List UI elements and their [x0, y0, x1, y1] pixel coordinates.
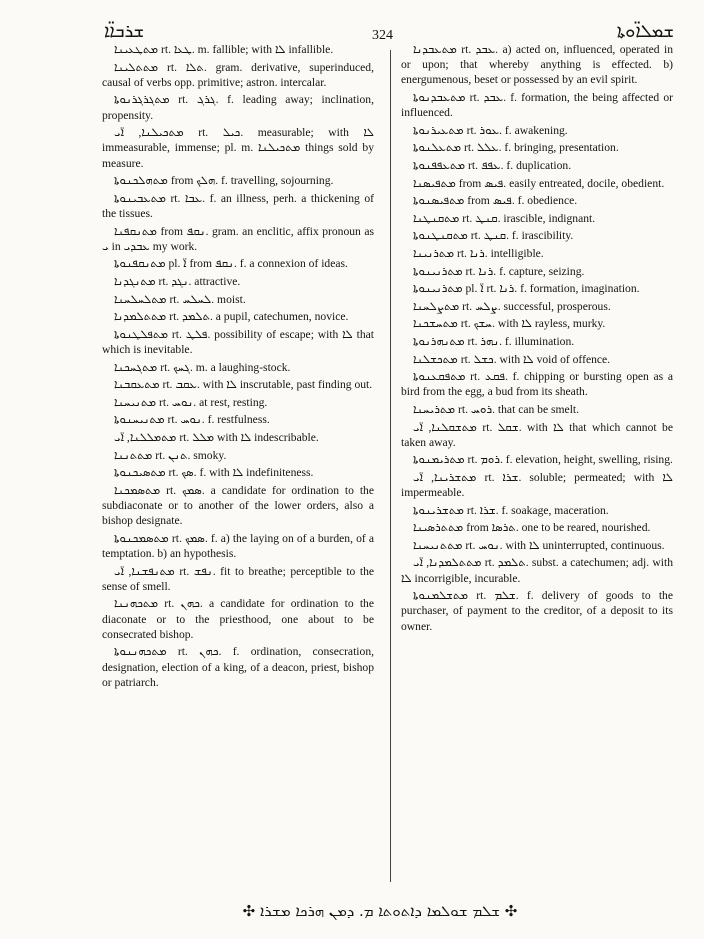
dictionary-entry: ܡܬܦܠܛܢܘܬܐ rt. ܦܠܛ. possibility of escape; with ܠܐ that which is inevitable. — [102, 327, 375, 356]
dictionary-entry: ܡܬܪܢܝܢܐ rt. ܪܢܐ. intelligible. — [413, 246, 544, 260]
dictionary-entry: ܡܬܢܩܦܢܐ from ܢܩܦ. gram. an enclitic, affix pronoun as ܝ in ܥܒܕܝ my work. — [102, 224, 374, 253]
dictionary-entry: ܡܬܣܡܟܢܘܬܐ rt. ܣܡܟ. f. a) the laying on of a burden, of a temptation. b) an hypothesis. — [102, 531, 374, 560]
dictionary-entry: ܡܬܛܥܝܢܐ rt. ܛܥܐ. m. fallible; with ܠܐ infallible. — [114, 43, 334, 56]
dictionary-entry: ܡܬܫܩܠܢܐ, ܐ̈ܝ rt. ܫܩܠ. with ܠܐ that which cannot be taken away. — [401, 420, 673, 449]
dictionary-entry: ܡܬܢܓܕܢܐ rt. ܢܓܕ. attractive. — [114, 274, 241, 288]
dictionary-entry: ܡܬܦܩܥܢܘܬܐ rt. ܦܩܥ. f. chipping or bursting open as a bird from the egg, a bud from its sheath. — [401, 370, 673, 399]
column-divider — [390, 50, 391, 882]
dictionary-entry: ܡܬܬܢܝܚܢܐ rt. ܢܘܚ. with ܠܐ uninterrupted, continuous. — [413, 538, 665, 552]
dictionary-entry: ܡܬܨܠܚܢܐ rt. ܨܠܚ. successful, prosperous. — [413, 299, 611, 313]
dictionary-entry: ܡܬܓܚܟܢܐ rt. ܓܚܟ. m. a laughing-stock. — [114, 360, 291, 374]
dictionary-entry: ܡܬܟܫܠܢܐ rt. ܟܫܠ. with ܠܐ void of offence. — [413, 352, 611, 366]
dictionary-entry: ܡܬܢܩܦܢܘܬܐ pl. ܐ̈ from ܢܩܦ. f. a connexion of ideas. — [114, 257, 348, 271]
dictionary-entry: ܡܬܦܝܣܢܘܬܐ from ܦܝܣ. f. obedience. — [413, 194, 578, 208]
dictionary-entry: ܡܬܩܢܛܢܐ rt. ܩܢܛ. irascible, indignant. — [413, 211, 596, 225]
dictionary-entry: ܡܬܬܢܢܐ rt. ܬܢܢ. smoky. — [114, 448, 227, 462]
dictionary-entry: ܡܬܬܠܡܕܢܐ, ܐ̈ܝ rt. ܬܠܡܕ. subst. a catechumen; adj. with ܠܐ incorrigible, incurable. — [401, 556, 673, 585]
dictionary-entry: ܡܬܢܝܚܢܐ rt. ܢܘܚ. at rest, resting. — [114, 395, 268, 409]
dictionary-entry: ܡܬܥܩܒܢܐ rt. ܥܩܒ. with ܠܐ inscrutable, past finding out. — [114, 378, 373, 392]
dictionary-entry: ܡܬܥܦܦܢܘܬܐ rt. ܥܦܦ. f. duplication. — [413, 158, 572, 172]
dictionary-entry: ܡܬܬܠܝܢܐ rt. ܬܠܐ. gram. derivative, superinduced, causal of verbs opp. primitive; astron. intercalar. — [102, 60, 374, 89]
dictionary-entry: ܡܬܣܡܟܢܐ rt. ܣܡܟ. a candidate for ordination to the subdiaconate or to another of the lower orders, also a bishop designate. — [102, 483, 374, 528]
dictionary-entry: ܡܬܥܒܕܢܐ rt. ܥܒܕ. a) acted on, influenced, operated in or upon; that whereby anything is effected. b) energumenous, beset or possessed by an evil spirit. — [401, 43, 673, 87]
dictionary-entry: ܡܬܫܠܡܢܘܬܐ rt. ܫܠܡ. f. delivery of goods to the purchaser, of payment to the creditor, of a deposit to its owner. — [401, 589, 673, 633]
dictionary-entry: ܡܬܟܗܢܢܘܬܐ rt. ܟܗܢ. f. ordination, consecration, designation, election of a king, of a deacon, priest, bishop or patriarch. — [102, 645, 375, 689]
dictionary-entry: ܡܬܪܢܝܢܘܬܐ pl. ܐ̈ rt. ܪܢܐ. f. formation, imagination. — [413, 282, 640, 296]
dictionary-entry: ܡܬܢܗܪܢܘܬܐ rt. ܢܗܪ. f. illumination. — [413, 334, 575, 348]
dictionary-entry: ܡܬܬܪܣܝܢܐ from ܬܪܣܐ. one to be reared, nourished. — [413, 521, 651, 535]
dictionary-entry: ܡܬܟܗܢܢܐ rt. ܟܗܢ. a candidate for ordination to the diaconate or to the priesthood, one about to be consecrated bishop. — [102, 597, 374, 641]
right-column — [401, 42, 673, 636]
dictionary-entry: ܡܬܢܝܚܢܘܬܐ rt. ܢܘܚ. f. restfulness. — [114, 413, 270, 427]
dictionary-entry: ܡܬܡܠܠܢܐ, ܐ̈ܝ rt. ܡܠܠ with ܠܐ indescribable. — [114, 430, 319, 444]
dictionary-entry: ܡܬܪܝܚܢܐ rt. ܪܘܚ. that can be smelt. — [413, 402, 580, 416]
dictionary-entry: ܡܬܥܒܕܢܘܬܐ rt. ܥܒܕ. f. formation, the being affected or influenced. — [401, 91, 673, 120]
dictionary-entry: ܡܬܣܝܟܢܘܬܐ rt. ܣܟ. f. with ܠܐ indefiniteness. — [114, 466, 314, 480]
footer-line: ✣ ܫܠܡ ܫܘܠܡܐ ܕܐܬܘܬܐ ܡ. ܕܡܢ ܗܪܟܐ ܡܫܪܐ ✣ — [242, 902, 518, 920]
page-number: 324 — [372, 28, 393, 43]
dictionary-entry: ܡܬܬܠܡܕܢܐ rt. ܬܠܡܕ. a pupil, catechumen, novice. — [114, 310, 349, 324]
dictionary-entry: ܡܬܫܪܝܢܘܬܐ rt. ܫܪܐ. f. soakage, maceration. — [413, 503, 609, 517]
dictionary-entry: ܡܬܚܫܟܢܐ rt. ܚܫܟ. with ܠܐ rayless, murky. — [413, 317, 606, 331]
dictionary-entry: ܡܬܓܪܓܪܢܘܬܐ rt. ܓܪܓ. f. leading away; inclination, propensity. — [102, 93, 374, 122]
dictionary-entry: ܡܬܪܢܝܢܘܬܐ rt. ܪܢܐ. f. capture, seizing. — [413, 264, 585, 278]
dictionary-entry: ܡܬܥܝܪܢܘܬܐ rt. ܥܘܪ. f. awakening. — [413, 123, 568, 137]
dictionary-entry: ܡܬܥܒܝܢܘܬܐ rt. ܥܒܐ. f. an illness, perh. a thickening of the tissues. — [102, 191, 374, 220]
dictionary-entry: ܡܬܪܝܡܢܘܬܐ rt. ܪܘܡ. f. elevation, height, swelling, rising. — [413, 453, 673, 467]
dictionary-entry: ܡܬܢܦܫܢܐ, ܐ̈ܝ rt. ܢܦܫ. fit to breathe; perceptible to the sense of smell. — [102, 564, 375, 593]
dictionary-entry: ܡܬܦܝܣܢܐ from ܦܝܣ. easily entreated, docile, obedient. — [413, 176, 665, 190]
dictionary-entry: ܡܬܟܝܠܢܐ, ܐ̈ܝ rt. ܟܝܠ. measurable; with ܠܐ immeasurable, immense; pl. m. ܡܬܟܝܠܢܐ things sold by measure. — [102, 126, 374, 170]
dictionary-entry: ܡܬܥܠܢܘܬܐ rt. ܥܠܠ. f. bringing, presentation. — [413, 141, 619, 155]
left-column — [102, 42, 374, 692]
running-head-right: ܫܡܠܐ̈ܘܬܐ — [616, 21, 674, 42]
running-head-left: ܫܪܒܐ̈ܐ — [104, 21, 145, 42]
dictionary-entry: ܡܬܫܪܝܢܐ, ܐ̈ܝ rt. ܫܪܐ. soluble; permeated; with ܠܐ impermeable. — [401, 470, 673, 500]
dictionary-entry: ܡܬܗܠܟܢܘܬܐ from ܗܠܟ. f. travelling, sojourning. — [114, 174, 334, 188]
dictionary-entry: ܡܬܩܢܛܢܘܬܐ rt. ܩܢܛ. f. irascibility. — [413, 229, 574, 243]
dictionary-entry: ܡܬܠܚܠܚܢܐ rt. ܠܚܠܚ. moist. — [114, 292, 246, 306]
